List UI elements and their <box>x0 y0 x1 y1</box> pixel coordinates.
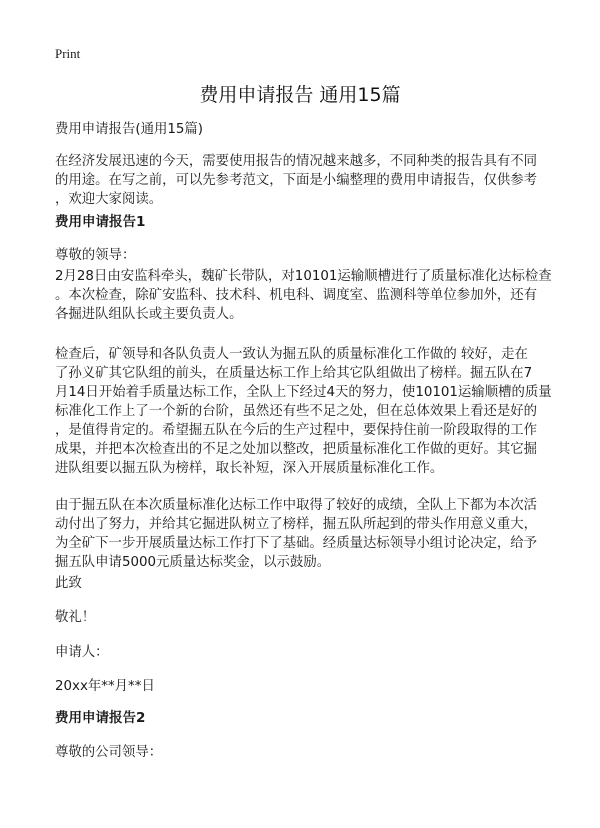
text-line: 标准化工作上了一个新的台阶，虽然还有些不足之处，但在总体效果上看还是好的 <box>55 404 538 419</box>
paragraph-1 <box>55 267 552 324</box>
page-title: 费用申请报告 通用15篇 <box>199 84 401 106</box>
date-line: 20xx年**月**日 <box>55 679 155 694</box>
text-line: 在经济发展迅速的今天，需要使用报告的情况越来越多，不同种类的报告具有不同 <box>55 154 538 169</box>
closing-2: 敬礼！ <box>55 610 96 625</box>
section-heading-2: 费用申请报告2 <box>55 710 146 726</box>
text-line: ，是值得肯定的。希望掘五队在今后的生产过程中，要保持住前一阶段取得的工作 <box>55 423 538 438</box>
text-line: 由于掘五队在本次质量标准化达标工作中取得了较好的成绩，全队上下都为本次活 <box>55 498 538 513</box>
paragraph-3 <box>55 496 537 572</box>
text-line: 2月28日由安监科牵头，魏矿长带队，对10101运输顺槽进行了质量标准化达标检查 <box>55 269 552 284</box>
salutation-1: 尊敬的领导： <box>55 248 136 263</box>
text-line: ，欢迎大家阅读。 <box>55 192 163 207</box>
applicant-label: 申请人： <box>55 645 109 660</box>
paragraph-2 <box>55 345 552 478</box>
intro-paragraph <box>55 152 537 209</box>
text-line: 的用途。在写之前，可以先参考范文，下面是小编整理的费用申请报告，仅供参考 <box>55 173 538 188</box>
salutation-2: 尊敬的公司领导： <box>55 745 163 760</box>
text-line: 。本次检查，除矿安监科、技术科、机电科、调度室、监测科等单位参加外，还有 <box>55 288 538 303</box>
section-heading-1: 费用申请报告1 <box>55 214 146 230</box>
text-line: 检查后，矿领导和各队负责人一致认为掘五队的质量标准化工作做的 较好，走在 <box>55 347 528 362</box>
text-line: 了孙义矿其它队组的前头，在质量达标工作上给其它队组做出了榜样。掘五队在7 <box>55 366 533 381</box>
text-line: 为全矿下一步开展质量达标工作打下了基础。经质量达标领导小组讨论决定，给予 <box>55 536 538 551</box>
text-line: 掘五队申请5000元质量达标奖金，以示鼓励。 <box>55 555 331 570</box>
text-line: 月14日开始着手质量达标工作，全队上下经过4天的努力，使10101运输顺槽的质量 <box>55 385 552 400</box>
text-line: 各掘进队组队长或主要负责人。 <box>55 307 243 322</box>
text-line: 动付出了努力，并给其它掘进队树立了榜样，掘五队所起到的带头作用意义重大， <box>55 517 538 532</box>
subtitle: 费用申请报告(通用15篇) <box>55 122 204 137</box>
text-line: 进队组要以掘五队为榜样，取长补短，深入开展质量标准化工作。 <box>55 461 444 476</box>
text-line: 成果，并把本次检查出的不足之处加以整改，把质量标准化工作做的更好。其它掘 <box>55 442 538 457</box>
closing-1: 此致 <box>55 576 82 591</box>
print-link[interactable]: Print <box>55 46 81 61</box>
